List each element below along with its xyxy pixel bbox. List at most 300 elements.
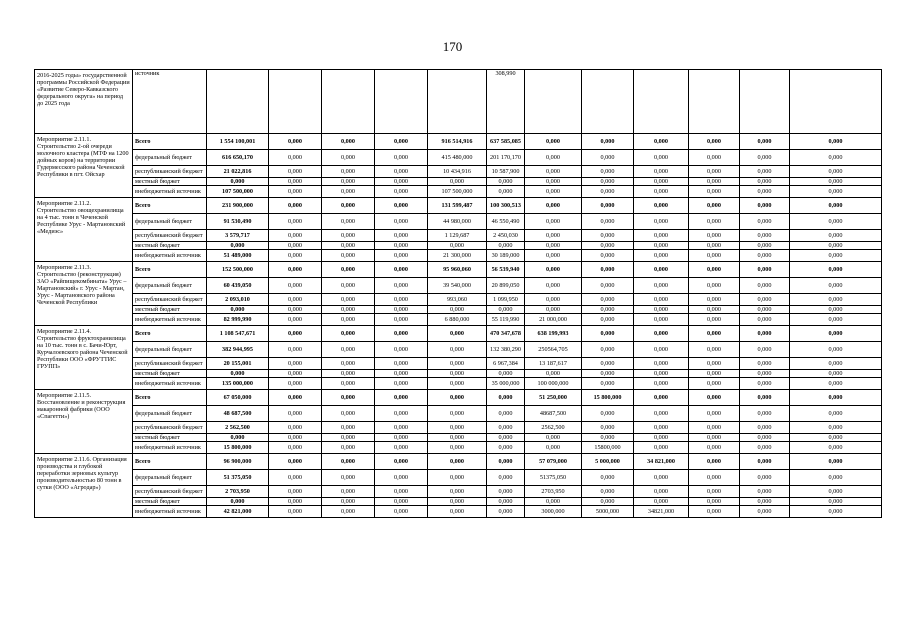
value-cell: 0,000	[487, 454, 525, 470]
value-cell: 0,000	[428, 326, 487, 342]
value-cell: 0,000	[634, 306, 689, 314]
value-cell: 0,000	[322, 358, 375, 370]
value-cell: 0,000	[269, 214, 322, 230]
source-cell: Всего	[133, 390, 207, 406]
value-cell: 0,000	[689, 390, 740, 406]
value-cell: 1 554 100,001	[207, 134, 269, 150]
source-cell: республиканский бюджет	[133, 166, 207, 178]
source-cell: республиканский бюджет	[133, 294, 207, 306]
value-cell: 0,000	[269, 306, 322, 314]
value-cell: 0,000	[428, 358, 487, 370]
value-cell: 0,000	[740, 454, 790, 470]
value-cell: 993,060	[428, 294, 487, 306]
value-cell: 0,000	[689, 454, 740, 470]
value-cell: 0,000	[525, 230, 582, 242]
table-row	[35, 306, 882, 314]
value-cell: 57 079,000	[525, 454, 582, 470]
value-cell: 0,000	[322, 150, 375, 166]
value-cell: 0,000	[634, 442, 689, 454]
value-cell: 0,000	[790, 370, 882, 378]
value-cell: 0,000	[582, 314, 634, 326]
value-cell: 0,000	[582, 306, 634, 314]
value-cell: 0,000	[634, 242, 689, 250]
value-cell: 0,000	[790, 390, 882, 406]
table-row	[35, 250, 882, 262]
value-cell: 0,000	[322, 314, 375, 326]
table-row	[35, 422, 882, 434]
value-cell: 0,000	[740, 358, 790, 370]
value-cell: 0,000	[525, 306, 582, 314]
value-cell: 91 530,490	[207, 214, 269, 230]
value-cell: 0,000	[322, 250, 375, 262]
value-cell: 0,000	[689, 434, 740, 442]
measure-name-cell: Мероприятие 2.11.1. Строительство 2-ой очереди молочного кластера (МТФ на 1200 дойных коров) на территории Гудермесского района Чеченской Республики в пгт. Ойсхар	[35, 134, 133, 198]
value-cell: 0,000	[322, 178, 375, 186]
value-cell: 0,000	[790, 214, 882, 230]
value-cell: 0,000	[525, 178, 582, 186]
value-cell: 0,000	[689, 370, 740, 378]
value-cell: 0,000	[375, 278, 428, 294]
value-cell: 0,000	[582, 342, 634, 358]
value-cell: 10 434,916	[428, 166, 487, 178]
value-cell	[582, 70, 634, 134]
value-cell: 2703,950	[525, 486, 582, 498]
value-cell: 0,000	[582, 358, 634, 370]
value-cell: 0,000	[689, 506, 740, 518]
value-cell: 0,000	[322, 470, 375, 486]
value-cell: 0,000	[790, 314, 882, 326]
value-cell: 0,000	[634, 198, 689, 214]
value-cell: 0,000	[428, 486, 487, 498]
value-cell: 0,000	[322, 370, 375, 378]
value-cell: 131 599,487	[428, 198, 487, 214]
value-cell	[207, 70, 269, 134]
value-cell: 0,000	[689, 306, 740, 314]
value-cell: 0,000	[582, 242, 634, 250]
value-cell: 132 380,290	[487, 342, 525, 358]
table-row	[35, 242, 882, 250]
value-cell: 0,000	[207, 498, 269, 506]
source-cell: федеральный бюджет	[133, 278, 207, 294]
value-cell: 0,000	[322, 406, 375, 422]
value-cell: 0,000	[689, 378, 740, 390]
value-cell: 0,000	[525, 262, 582, 278]
value-cell: 0,000	[689, 278, 740, 294]
value-cell: 0,000	[740, 294, 790, 306]
value-cell: 0,000	[207, 306, 269, 314]
value-cell: 0,000	[322, 342, 375, 358]
value-cell: 0,000	[269, 434, 322, 442]
value-cell: 0,000	[375, 498, 428, 506]
value-cell: 2 703,950	[207, 486, 269, 498]
table-row	[35, 358, 882, 370]
value-cell: 0,000	[634, 134, 689, 150]
value-cell: 0,000	[322, 262, 375, 278]
table-row	[35, 134, 882, 150]
budget-table	[34, 69, 882, 518]
value-cell: 34 821,000	[634, 454, 689, 470]
value-cell: 0,000	[740, 166, 790, 178]
value-cell: 0,000	[634, 434, 689, 442]
value-cell: 46 550,490	[487, 214, 525, 230]
value-cell: 0,000	[375, 506, 428, 518]
value-cell: 0,000	[634, 230, 689, 242]
value-cell: 0,000	[375, 486, 428, 498]
value-cell: 0,000	[740, 370, 790, 378]
value-cell: 0,000	[269, 358, 322, 370]
value-cell: 0,000	[487, 422, 525, 434]
value-cell: 0,000	[487, 390, 525, 406]
value-cell	[634, 70, 689, 134]
value-cell	[322, 70, 375, 134]
value-cell: 0,000	[525, 442, 582, 454]
value-cell: 0,000	[634, 178, 689, 186]
source-cell: федеральный бюджет	[133, 342, 207, 358]
value-cell: 0,000	[269, 278, 322, 294]
value-cell: 0,000	[269, 178, 322, 186]
value-cell: 0,000	[375, 342, 428, 358]
value-cell: 0,000	[634, 186, 689, 198]
value-cell: 0,000	[689, 498, 740, 506]
table-row	[35, 370, 882, 378]
value-cell: 51 375,050	[207, 470, 269, 486]
value-cell: 0,000	[689, 242, 740, 250]
value-cell: 0,000	[582, 370, 634, 378]
value-cell: 0,000	[740, 186, 790, 198]
value-cell: 0,000	[428, 390, 487, 406]
value-cell: 0,000	[790, 198, 882, 214]
source-cell: Всего	[133, 326, 207, 342]
value-cell: 0,000	[634, 250, 689, 262]
value-cell: 0,000	[689, 470, 740, 486]
value-cell: 0,000	[525, 214, 582, 230]
value-cell: 0,000	[634, 278, 689, 294]
value-cell: 0,000	[322, 198, 375, 214]
value-cell: 0,000	[322, 306, 375, 314]
value-cell: 0,000	[790, 506, 882, 518]
value-cell: 0,000	[525, 150, 582, 166]
table-row	[35, 166, 882, 178]
value-cell: 0,000	[689, 214, 740, 230]
source-cell: федеральный бюджет	[133, 406, 207, 422]
value-cell: 0,000	[634, 294, 689, 306]
value-cell: 0,000	[582, 230, 634, 242]
measure-name-cell: 2016-2025 годы» государственной программы Российской Федерации «Развитие Северо-Кавказского федерального округа» на период до 2025 года	[35, 70, 133, 134]
value-cell: 21 000,000	[525, 314, 582, 326]
value-cell: 201 170,170	[487, 150, 525, 166]
value-cell: 0,000	[375, 422, 428, 434]
value-cell: 0,000	[790, 454, 882, 470]
value-cell: 0,000	[790, 134, 882, 150]
value-cell: 916 514,916	[428, 134, 487, 150]
value-cell: 231 900,000	[207, 198, 269, 214]
value-cell: 0,000	[634, 150, 689, 166]
value-cell: 1 108 547,671	[207, 326, 269, 342]
source-cell: федеральный бюджет	[133, 214, 207, 230]
value-cell: 0,000	[269, 498, 322, 506]
value-cell: 0,000	[790, 358, 882, 370]
value-cell: 0,000	[740, 198, 790, 214]
value-cell: 0,000	[740, 470, 790, 486]
value-cell: 10 587,900	[487, 166, 525, 178]
value-cell: 96 900,000	[207, 454, 269, 470]
value-cell: 0,000	[790, 178, 882, 186]
table-row	[35, 314, 882, 326]
value-cell: 5000,000	[582, 506, 634, 518]
value-cell: 0,000	[790, 422, 882, 434]
value-cell	[790, 70, 882, 134]
value-cell: 0,000	[487, 434, 525, 442]
value-cell: 0,000	[689, 422, 740, 434]
value-cell: 0,000	[375, 314, 428, 326]
value-cell: 0,000	[487, 186, 525, 198]
value-cell: 0,000	[689, 134, 740, 150]
value-cell: 95 960,060	[428, 262, 487, 278]
source-cell: местный бюджет	[133, 370, 207, 378]
value-cell: 5 000,000	[582, 454, 634, 470]
value-cell: 21 022,816	[207, 166, 269, 178]
value-cell: 0,000	[582, 262, 634, 278]
value-cell: 0,000	[790, 262, 882, 278]
value-cell: 0,000	[634, 326, 689, 342]
value-cell: 0,000	[322, 498, 375, 506]
value-cell: 0,000	[790, 342, 882, 358]
value-cell: 0,000	[740, 250, 790, 262]
value-cell	[689, 70, 740, 134]
source-cell: Всего	[133, 262, 207, 278]
value-cell: 0,000	[790, 278, 882, 294]
value-cell: 0,000	[322, 230, 375, 242]
value-cell: 107 500,000	[428, 186, 487, 198]
source-cell: федеральный бюджет	[133, 470, 207, 486]
value-cell: 100 300,513	[487, 198, 525, 214]
measure-name-cell: Мероприятие 2.11.3. Строительство (реконструкция) ЗАО «Райпищекомбината» Урус – Мартановский» г. Урус - Мартан, Урус - Мартановского района Чеченской Республики	[35, 262, 133, 326]
value-cell: 6 967,384	[487, 358, 525, 370]
table-row	[35, 262, 882, 278]
value-cell: 21 300,000	[428, 250, 487, 262]
value-cell: 0,000	[322, 422, 375, 434]
table-row	[35, 506, 882, 518]
value-cell: 0,000	[525, 498, 582, 506]
value-cell: 0,000	[428, 306, 487, 314]
value-cell: 56 539,940	[487, 262, 525, 278]
value-cell: 0,000	[582, 498, 634, 506]
value-cell: 0,000	[375, 442, 428, 454]
value-cell: 0,000	[375, 242, 428, 250]
value-cell: 1 099,950	[487, 294, 525, 306]
value-cell: 0,000	[322, 242, 375, 250]
value-cell: 0,000	[269, 378, 322, 390]
value-cell: 0,000	[322, 442, 375, 454]
value-cell: 0,000	[689, 294, 740, 306]
value-cell: 44 980,000	[428, 214, 487, 230]
value-cell: 0,000	[269, 370, 322, 378]
value-cell: 0,000	[634, 262, 689, 278]
value-cell: 2562,500	[525, 422, 582, 434]
value-cell: 0,000	[740, 134, 790, 150]
value-cell: 638 199,993	[525, 326, 582, 342]
value-cell: 415 480,000	[428, 150, 487, 166]
table-row	[35, 378, 882, 390]
value-cell: 0,000	[740, 342, 790, 358]
value-cell: 0,000	[582, 166, 634, 178]
value-cell: 0,000	[689, 178, 740, 186]
value-cell: 0,000	[790, 326, 882, 342]
value-cell: 0,000	[269, 262, 322, 278]
value-cell: 0,000	[525, 186, 582, 198]
value-cell: 0,000	[790, 498, 882, 506]
value-cell: 20 899,050	[487, 278, 525, 294]
value-cell: 15 800,000	[582, 390, 634, 406]
value-cell: 0,000	[790, 242, 882, 250]
value-cell: 0,000	[689, 186, 740, 198]
table-row	[35, 230, 882, 242]
value-cell: 0,000	[487, 506, 525, 518]
table-row	[35, 186, 882, 198]
value-cell: 0,000	[790, 186, 882, 198]
value-cell: 0,000	[689, 166, 740, 178]
table-row	[35, 406, 882, 422]
value-cell: 0,000	[269, 470, 322, 486]
value-cell: 0,000	[487, 242, 525, 250]
value-cell: 0,000	[207, 370, 269, 378]
source-cell: местный бюджет	[133, 306, 207, 314]
value-cell: 42 821,000	[207, 506, 269, 518]
value-cell: 382 944,995	[207, 342, 269, 358]
value-cell: 0,000	[322, 434, 375, 442]
value-cell: 0,000	[269, 506, 322, 518]
source-cell: республиканский бюджет	[133, 358, 207, 370]
value-cell: 0,000	[582, 278, 634, 294]
value-cell: 0,000	[487, 306, 525, 314]
value-cell: 48 687,500	[207, 406, 269, 422]
value-cell: 0,000	[269, 422, 322, 434]
value-cell: 0,000	[428, 470, 487, 486]
measure-name-cell: Мероприятие 2.11.6. Организация производства и глубокой переработки зерновых культур производительностью 80 тонн в сутки (ООО «Агродар»)	[35, 454, 133, 518]
value-cell: 0,000	[525, 242, 582, 250]
source-cell: Всего	[133, 198, 207, 214]
value-cell: 0,000	[269, 186, 322, 198]
value-cell: 67 050,000	[207, 390, 269, 406]
value-cell: 0,000	[740, 278, 790, 294]
value-cell: 0,000	[375, 454, 428, 470]
value-cell: 0,000	[634, 378, 689, 390]
value-cell: 0,000	[634, 390, 689, 406]
value-cell: 0,000	[375, 294, 428, 306]
value-cell: 0,000	[689, 406, 740, 422]
value-cell: 55 119,990	[487, 314, 525, 326]
value-cell: 0,000	[582, 294, 634, 306]
value-cell: 0,000	[582, 378, 634, 390]
value-cell: 0,000	[582, 198, 634, 214]
value-cell: 0,000	[689, 250, 740, 262]
value-cell: 308,990	[487, 70, 525, 134]
value-cell: 0,000	[487, 442, 525, 454]
value-cell	[428, 70, 487, 134]
value-cell: 0,000	[689, 486, 740, 498]
value-cell: 0,000	[375, 178, 428, 186]
value-cell: 0,000	[269, 454, 322, 470]
value-cell: 0,000	[582, 406, 634, 422]
source-cell: местный бюджет	[133, 434, 207, 442]
value-cell: 0,000	[790, 306, 882, 314]
value-cell: 0,000	[582, 326, 634, 342]
value-cell: 107 500,000	[207, 186, 269, 198]
table-row	[35, 178, 882, 186]
value-cell: 0,000	[582, 134, 634, 150]
value-cell: 0,000	[790, 378, 882, 390]
value-cell: 6 880,000	[428, 314, 487, 326]
value-cell: 51 489,000	[207, 250, 269, 262]
source-cell: внебюджетный источник	[133, 314, 207, 326]
value-cell: 0,000	[689, 262, 740, 278]
value-cell: 135 000,000	[207, 378, 269, 390]
value-cell: 0,000	[525, 166, 582, 178]
value-cell: 20 155,001	[207, 358, 269, 370]
value-cell: 0,000	[740, 442, 790, 454]
value-cell: 0,000	[375, 186, 428, 198]
page-number: 170	[442, 39, 463, 54]
measure-name-cell: Мероприятие 2.11.4. Строительство фруктохранилища на 10 тыс. тонн в с. Бачи-Юрт, Курчалоевского района Чеченской Республики ООО «ФРУТТИС ГРУПП»	[35, 326, 133, 390]
value-cell: 0,000	[740, 178, 790, 186]
source-cell: внебюджетный источник	[133, 186, 207, 198]
value-cell: 0,000	[428, 442, 487, 454]
value-cell: 0,000	[207, 434, 269, 442]
value-cell: 0,000	[634, 422, 689, 434]
value-cell: 0,000	[487, 498, 525, 506]
value-cell: 0,000	[740, 262, 790, 278]
value-cell: 100 000,000	[525, 378, 582, 390]
value-cell: 15 800,000	[207, 442, 269, 454]
value-cell: 0,000	[207, 178, 269, 186]
value-cell: 1 129,687	[428, 230, 487, 242]
value-cell: 0,000	[582, 214, 634, 230]
value-cell: 0,000	[740, 306, 790, 314]
table-row	[35, 278, 882, 294]
value-cell: 0,000	[790, 486, 882, 498]
value-cell: 0,000	[689, 326, 740, 342]
source-cell: федеральный бюджет	[133, 150, 207, 166]
table-row	[35, 390, 882, 406]
value-cell: 0,000	[634, 214, 689, 230]
value-cell: 48687,500	[525, 406, 582, 422]
value-cell: 0,000	[375, 230, 428, 242]
value-cell: 0,000	[487, 406, 525, 422]
value-cell: 0,000	[375, 358, 428, 370]
source-cell: местный бюджет	[133, 242, 207, 250]
value-cell: 0,000	[790, 166, 882, 178]
value-cell: 0,000	[428, 378, 487, 390]
value-cell: 0,000	[790, 150, 882, 166]
value-cell: 0,000	[525, 134, 582, 150]
value-cell: 0,000	[487, 470, 525, 486]
value-cell: 250564,705	[525, 342, 582, 358]
source-cell: Всего	[133, 454, 207, 470]
value-cell: 0,000	[582, 434, 634, 442]
value-cell: 0,000	[740, 498, 790, 506]
value-cell: 0,000	[689, 314, 740, 326]
table-row	[35, 486, 882, 498]
value-cell: 0,000	[428, 342, 487, 358]
value-cell: 0,000	[740, 486, 790, 498]
value-cell	[269, 70, 322, 134]
table-row	[35, 294, 882, 306]
value-cell: 0,000	[322, 326, 375, 342]
value-cell: 0,000	[525, 294, 582, 306]
value-cell: 152 500,000	[207, 262, 269, 278]
value-cell: 0,000	[322, 186, 375, 198]
value-cell: 0,000	[322, 486, 375, 498]
